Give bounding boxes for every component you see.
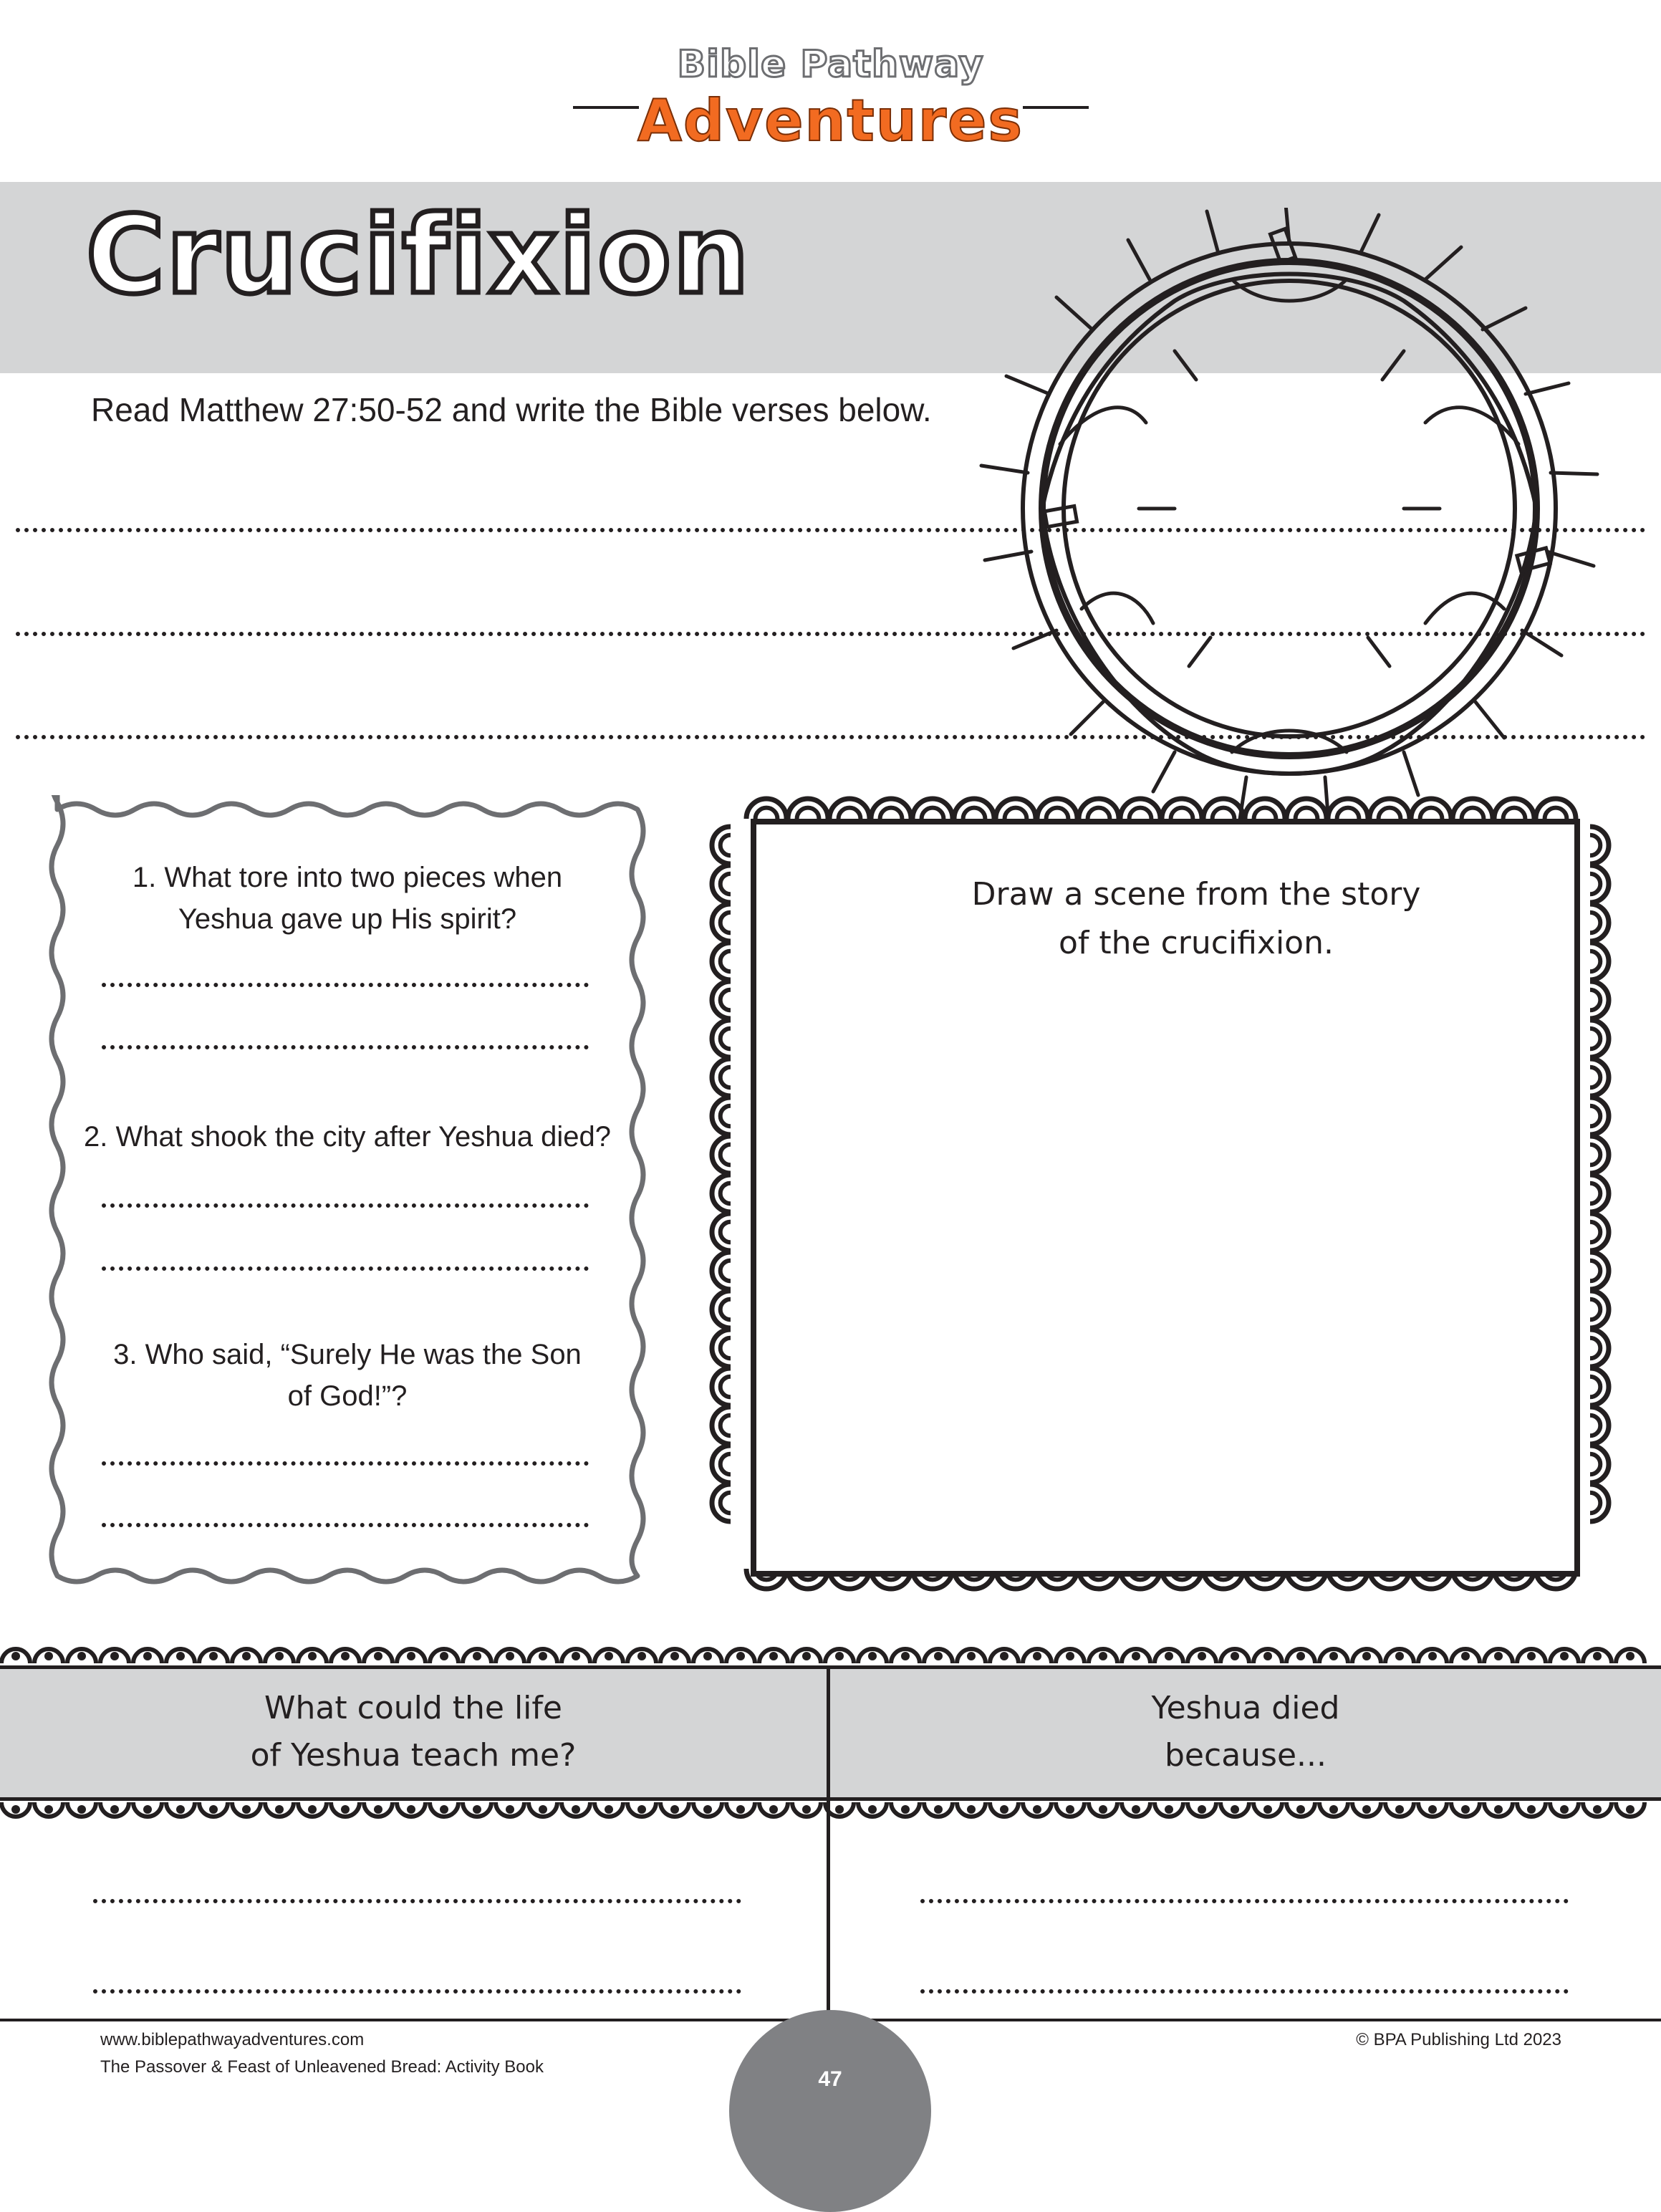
reflection-right-line-2: because...: [1165, 1737, 1327, 1774]
reflection-right-line-1: Yeshua died: [1151, 1690, 1340, 1726]
question-1-line-1: 1. What tore into two pieces when: [132, 862, 563, 893]
page-number-badge: [729, 2010, 931, 2212]
question-3-line-2: of God!”?: [287, 1380, 408, 1412]
answer-3-line-1[interactable]: [102, 1461, 589, 1466]
instruction-text: Read Matthew 27:50-52 and write the Bible verses below.: [91, 391, 932, 428]
reflection-right-answer-1[interactable]: [920, 1899, 1569, 1903]
reflection-left-answer-2[interactable]: [93, 1989, 741, 1994]
answer-2-line-2[interactable]: [102, 1266, 589, 1271]
question-3: [57, 1334, 637, 1417]
page-title: Crucifixion: [86, 193, 751, 318]
answer-2-line-1[interactable]: [102, 1203, 589, 1208]
question-2: [57, 1116, 637, 1158]
question-3-line-1: 3. Who said, “Surely He was the Son: [113, 1339, 582, 1370]
page-number: 47: [818, 2067, 842, 2091]
footer-copyright: © BPA Publishing Ltd 2023: [1356, 2030, 1561, 2049]
band-rule-top: [0, 1665, 1661, 1669]
draw-prompt-line-1: Draw a scene from the story: [971, 876, 1421, 913]
reflection-left-answer-1[interactable]: [93, 1899, 741, 1903]
footer-website: www.biblepathwayadventures.com: [100, 2030, 365, 2049]
band-rule-bottom: [0, 1797, 1661, 1801]
question-1: [57, 857, 637, 940]
reflection-left-line-1: What could the life: [264, 1690, 562, 1726]
answer-1-line-2[interactable]: [102, 1045, 589, 1049]
reflection-left-line-2: of Yeshua teach me?: [250, 1737, 577, 1774]
answer-3-line-2[interactable]: [102, 1523, 589, 1527]
question-1-line-2: Yeshua gave up His spirit?: [178, 903, 517, 935]
draw-prompt-line-2: of the crucifixion.: [1059, 925, 1334, 961]
crown-of-thorns-illustration: [960, 208, 1619, 852]
footer-book-title: The Passover & Feast of Unleavened Bread: Activity Book: [100, 2057, 544, 2077]
question-2-line-1: 2. What shook the city after Yeshua died?: [83, 1121, 612, 1153]
reflection-right-answer-2[interactable]: [920, 1989, 1569, 1994]
reflection-question-left: [0, 1685, 827, 1779]
logo-bottom-text: Adventures: [637, 87, 1024, 154]
logo-top-text: Bible Pathway: [677, 43, 984, 86]
answer-1-line-1[interactable]: [102, 983, 589, 987]
draw-prompt: [781, 870, 1612, 968]
brand-logo: [0, 43, 1661, 158]
reflection-question-right: [830, 1685, 1661, 1779]
